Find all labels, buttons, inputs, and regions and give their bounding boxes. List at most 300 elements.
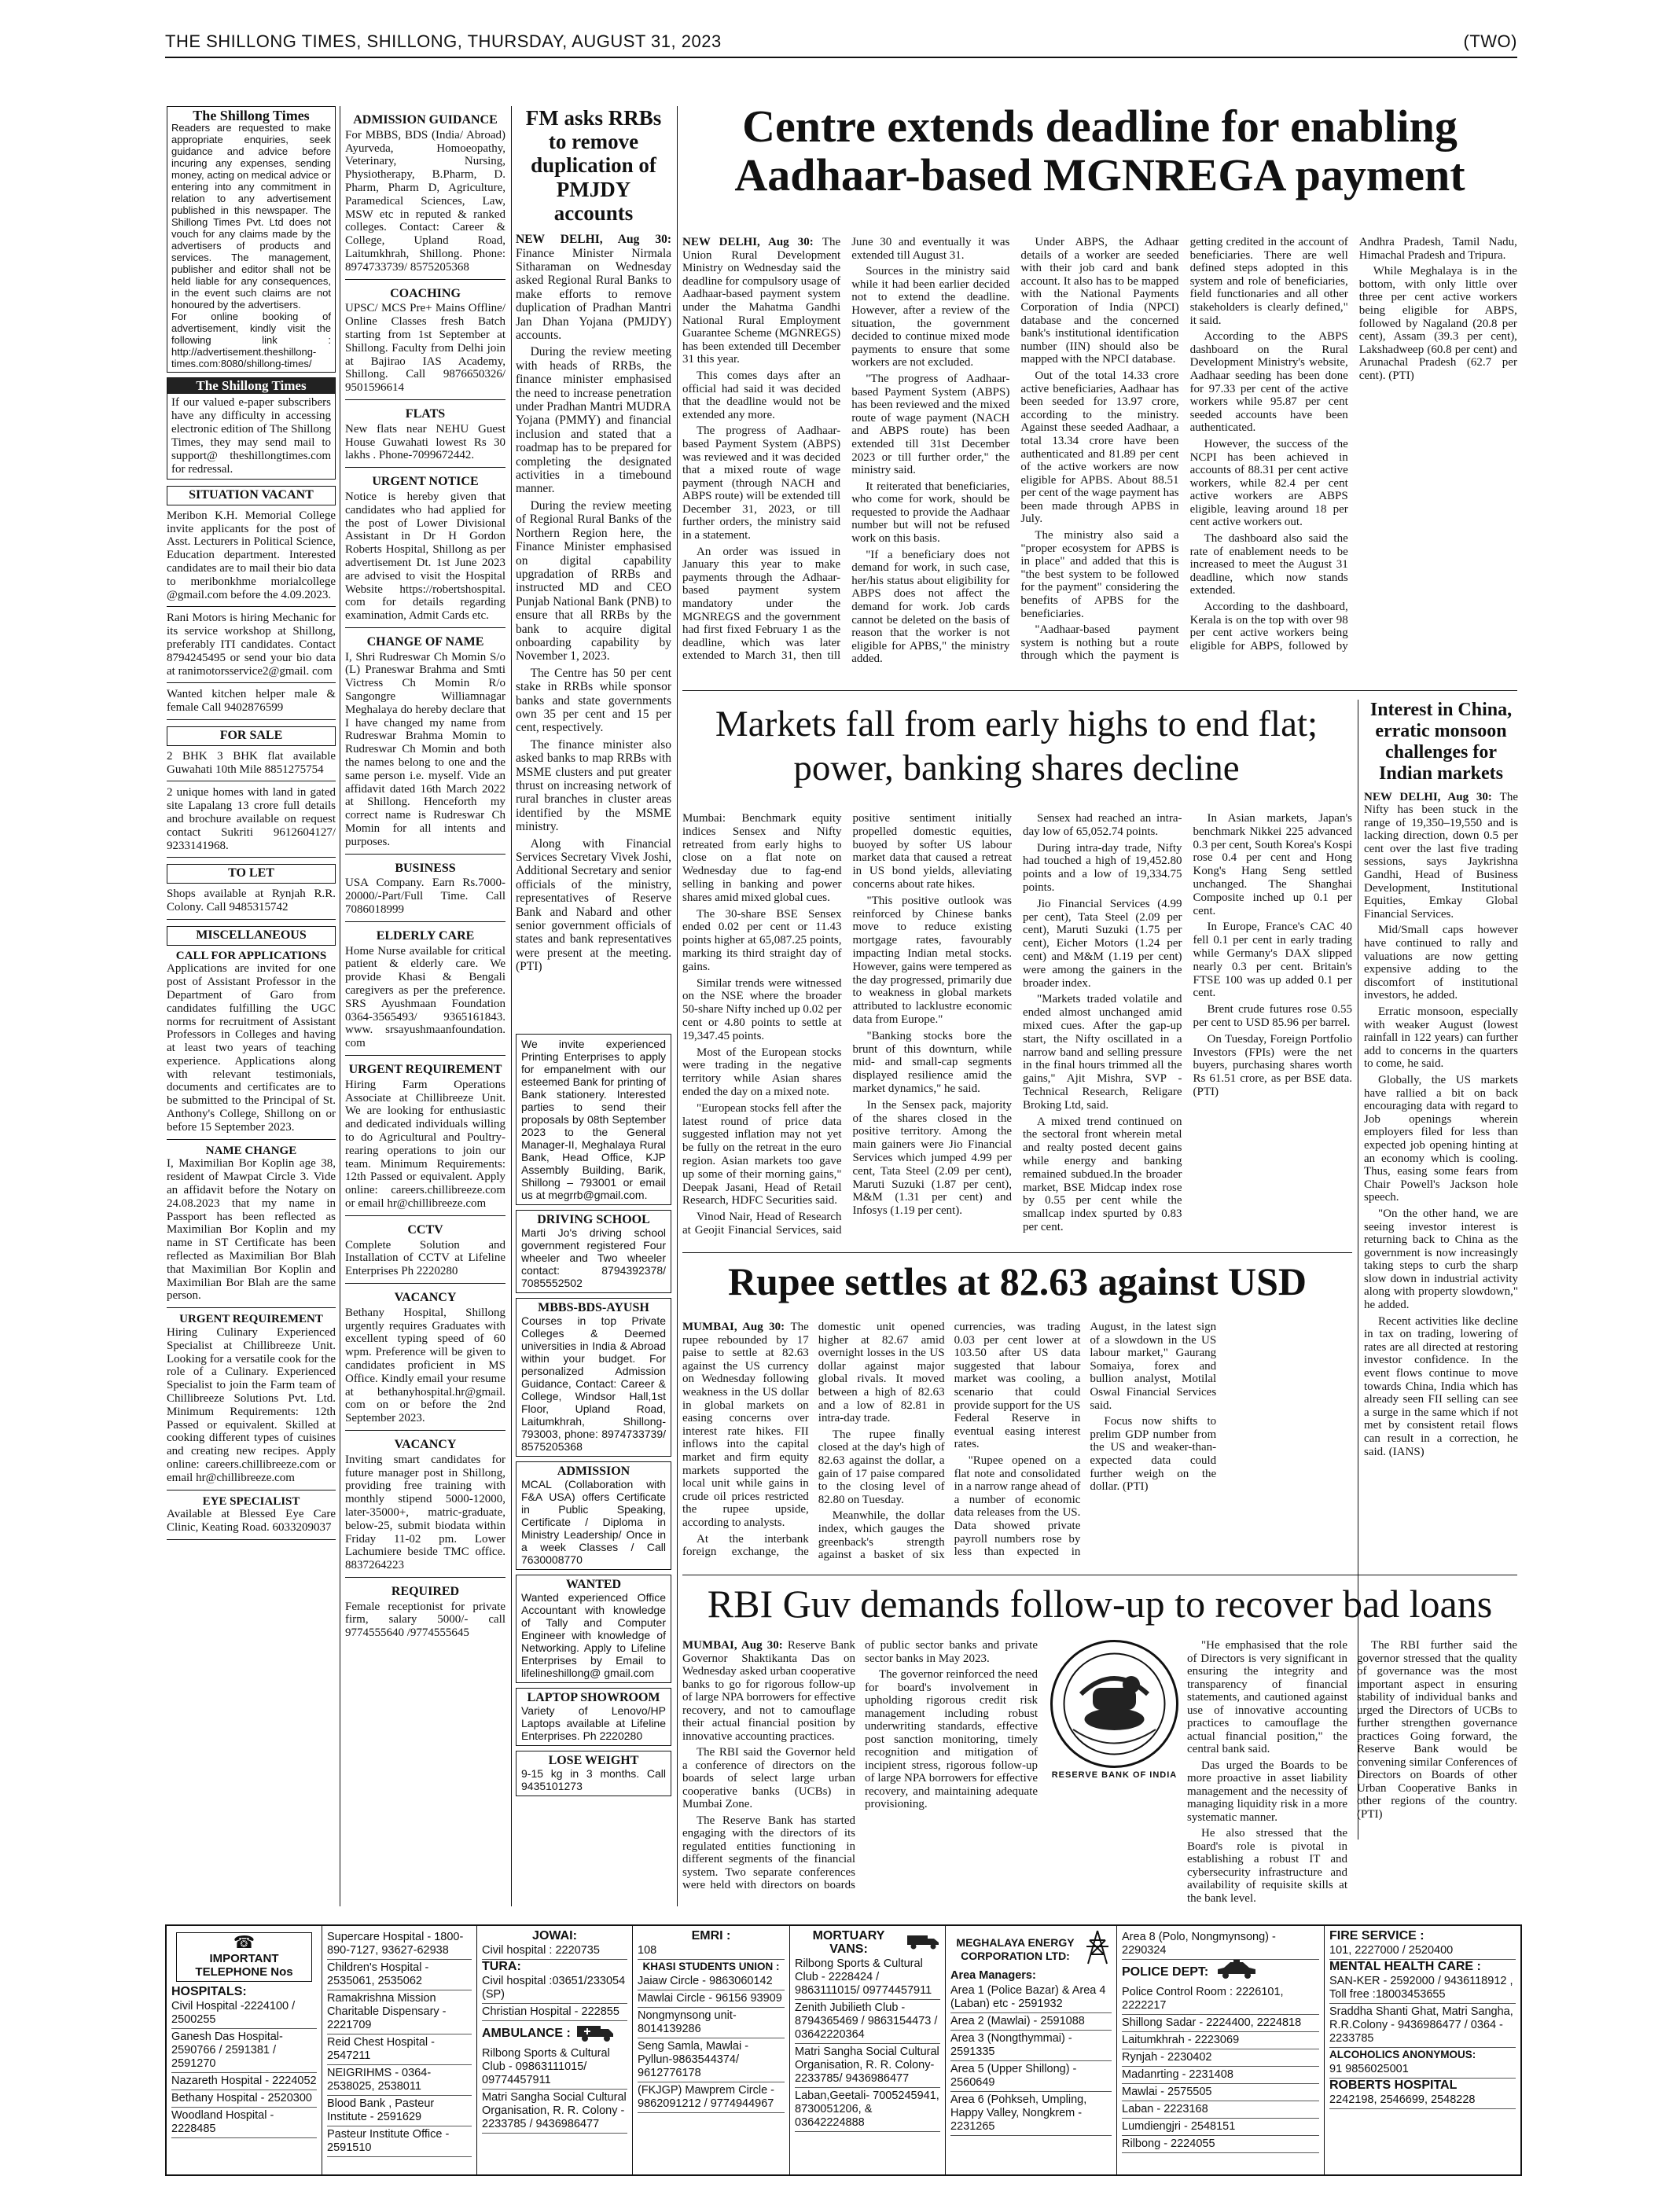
paragraph-text: The 30-share BSE Sensex ended 0.02 per cent or 11.43 points higher at 65,087.25 points, marking its third straight day of gains. <box>682 907 842 973</box>
phone-entry: Area 6 (Pohkseh, Umpling, Happy Valley, Nongkrem - 2231265 <box>950 2092 1112 2136</box>
phone-entry: Madanrting - 2231408 <box>1122 2067 1319 2084</box>
story-paragraph <box>1193 1033 1353 1099</box>
paragraph-text: "He emphasised that the role of Directors is very significant in ensuring the integrity and transparency of financial statements, and cautioned against use of innovative accounting practices to camouflage the actual financial position," the central bank said. <box>1187 1639 1347 1755</box>
classified-section-title: SITUATION VACANT <box>167 486 336 505</box>
classified-ad-text: I, Shri Rudreswar Ch Momin S/o (L) Praneswar Brahma and Smti Victress Ch Momin R/o Sangongre Williamnagar Meghalaya do hereby declare that I have changed my name from Rudreswar Brahma Momin to Rudreswar Ch Momin and both the names belong to one and the same person i.e. myself. Vide an affidavit dated 16th March 2022 at Shillong. Henceforth my correct name is Rudreswar Ch Momin for all intents and purposes. <box>345 650 505 848</box>
story-paragraph <box>865 1668 1038 1811</box>
phone-entry: Jaiaw Circle - 9863060142 <box>638 1973 785 1990</box>
classified-divider <box>345 1430 505 1431</box>
classified-divider <box>167 606 336 607</box>
paragraph-text: Brent crude futures rose 0.55 per cent to USD 85.96 per barrel. <box>1193 1003 1352 1029</box>
classified-ad-text: Complete Solution and Installation of CCTV at Lifeline Enterprises Ph 2220280 <box>345 1238 505 1278</box>
classified-divider <box>345 1215 505 1216</box>
center-ad-heading: LOSE WEIGHT <box>548 1754 639 1767</box>
phone-entry: Ganesh Das Hospital-2590766 / 2591381 / 2591270 <box>171 2029 317 2073</box>
story-paragraph <box>1190 330 1348 435</box>
story-paragraph <box>1193 1003 1353 1030</box>
story-paragraph <box>682 908 842 974</box>
paragraph-text: However, the success of the NCPI has been achieved in accounts of 88.31 per cent active workers, while 82.4 per cent active workers are ABPS eligible, leaving around 18 per cent active workers out. <box>1189 437 1348 529</box>
story-mgnrega-body <box>682 236 1517 674</box>
paragraph-text: The progress of Aadhaar-based Payment System (ABPS) was reviewed and it was decided that a mixed route of wage payment (through NACH and ABPS route) will be extended till December 31, 2023, or till further orders, the ministry said in a statement. <box>682 425 841 542</box>
center-ad-text: Variety of Lenovo/HP Laptops available at Lifeline Enterprises. Ph 2220280 <box>521 1704 666 1742</box>
phone-entry: 101, 2227000 / 2520400 <box>1329 1943 1516 1960</box>
paragraph-text: In Asian markets, Japan's benchmark Nikkei 225 advanced 0.3 per cent, South Korea's Kospi rose 0.4 per cent and Hong Kong's Hang Seng settled unchanged. The Shanghai Composite inched up 0.1 per cent. <box>1193 812 1352 917</box>
center-ad-heading: MBBS-BDS-AYUSH <box>538 1301 649 1314</box>
classified-ad-text: 2 unique homes with land in gated site Lapalang 13 crore full details and brochure available on request contact Sukriti 9612604127/ 9233141968. <box>167 786 336 852</box>
paragraph-text: Along with Financial Services Secretary Vivek Joshi, Additional Secretary and senior officials of the ministry, representatives of Reserve Bank and Nabard and other senior government officials of states and bank representatives were present at the meeting. (PTI) <box>516 836 671 974</box>
paragraph-text: "Aadhaar-based payment system is nothing but a route through which the payment is getting credited in the account of beneficiaries. There are well defined steps adopted in this system and role of beneficiaries, field functionaries and all other stakeholders is clearly defined," it said. <box>1020 236 1348 663</box>
story-pmjdy-body <box>516 233 671 974</box>
story-paragraph <box>1020 369 1178 526</box>
phone-entry: Area 1 (Police Bazar) & Area 4 (Laban) etc - 2591932 <box>950 1983 1112 2013</box>
mortuary-heading: MORTUARY VANS: <box>812 1929 885 1956</box>
classified-divider <box>167 1539 336 1540</box>
story-paragraph <box>853 895 1013 1027</box>
classified-ad-text: Inviting smart candidates for future manager post in Shillong, providing free training with monthly stipend 5000-12000, later-35000+, matric-graduate, below-25, submit biodata within Friday 11-02 pm. Lower Lachumiere beside TMC office. 8837264223 <box>345 1453 505 1572</box>
paragraph-text: "This positive outlook was reinforced by Chinese banks move to reduce existing mortgage rates, favourably impacting Indian metal stocks. However, gains were tempered as the day progressed, primarily due to weakness in global markets attributed to lacklustre economic data from Europe." <box>852 894 1012 1026</box>
classified-ad <box>167 612 336 678</box>
story-paragraph <box>682 1321 809 1530</box>
paragraph-text: Vinod Nair, Head of Research at Geojit Financial Services, said positive sentiment initially propelled domestic equities, buoyed by softer US labour market data that caused a retreat in US bond yields, alleviating concerns about rate hikes. <box>682 812 1012 1237</box>
paragraph-text: "The progress of Aadhaar-based Payment System (ABPS) has been reviewed and the mixed route of wage payment (NACH and ABPS route) has been extended till 31st December 2023 or till further order," the ministry said. <box>851 372 1010 477</box>
center-ads-list <box>516 1034 671 1796</box>
rbi-seal-text: RESERVE BANK OF INDIA <box>1051 1770 1178 1780</box>
story-paragraph <box>851 549 1009 666</box>
phone-entry: Nongmynsong unit- 8014139286 <box>638 2008 785 2038</box>
classified-divider <box>345 854 505 855</box>
epaper-box-title: The Shillong Times <box>167 378 335 394</box>
story-paragraph <box>682 977 842 1043</box>
emri-list <box>638 1943 785 1960</box>
phone-entry: Pasteur Institute Office - 2591510 <box>327 2126 472 2157</box>
story-paragraph <box>1023 1116 1182 1234</box>
story-rupee-body <box>682 1321 1352 1563</box>
phone-entry: Mawlai - 2575505 <box>1122 2084 1319 2101</box>
center-ad <box>516 1034 671 1205</box>
ambulance-icon <box>906 1932 940 1954</box>
classified-ad-heading: EYE SPECIALIST <box>202 1494 300 1508</box>
classified-divider <box>345 279 505 280</box>
mental-heading: MENTAL HEALTH CARE : <box>1329 1960 1481 1973</box>
paragraph-text: Recent activities like decline in tax on trading, lowering of rates are all directed at restoring investor confidence. In the event flows continue to move towards China, India which has already seen FII selling can see a surge in the same which if not met by consistent retail flows can result in a correction, he said. (IANS) <box>1364 1314 1518 1458</box>
notice-box-body: Readers are requested to make appropriate enquiries, seek guidance and advice before incuring any expenses, sending money, acting on medical advice or entering into any commitment in relation to any advertisement published in this newspaper. The Shillong Times Pvt. Ltd does not vouch for any claims made by the advertisers of products and services. The management, publisher and editor shall not be held liable for any consequences, in the event such claims are not honoured by the advertisers. <box>171 122 331 311</box>
classified-ad-text: Hiring Culinary Experienced Specialist at Chillibreeze Unit. Looking for a versatile cook for the role of a Culinary. Experienced Specialist to join the Farm team of Chillibreeze Solutions Pvt. Ltd. Minimum Requirements: 12th Passed or equivalent. Skilled at cooking different types of cuisines and creating new recipes. Apply online: careers.chillibreeze.com or email hr@chillibreeze.com <box>167 1326 336 1484</box>
classified-ad-text: UPSC/ MCS Pre+ Mains Offline/ Online Classes fresh Batch starting from 1st September at Shillong. Faculty from Delhi join at Bajirao IAS Academy, Shillong. Call 9876650326/ 9501596614 <box>345 302 505 395</box>
classified-divider <box>345 1283 505 1284</box>
classified-ad-heading: BUSINESS <box>395 861 456 875</box>
classified-ad-text: Notice is hereby given that candidates who had applied for the post of Lower Divisional Assistant in Dr H Gordon Roberts Hospital, Shillong as per advertisement Dt. 1st June 2023 are advised to visit the Hospital Website https://robertshospital. com for details regarding examination, Admit Cards etc. <box>345 490 505 623</box>
page-number: (TWO) <box>1463 31 1517 51</box>
phone-entry: 2242198, 2546699, 2548228 <box>1329 2092 1516 2109</box>
paragraph-text: During the review meeting of Regional Rural Banks of the Northern Region here, the Finance Minister emphasised on digital capability upgradation of RRBs and instructed MD and CEO Punjab National Bank (PNB) to ensure that all RRBs by the bank to acquire digital onboarding capability by November 1, 2023. <box>516 498 671 663</box>
paragraph-text: The Nifty has been stuck in the range of 19,350–19,550 and is lacking direction, down 0.5 per cent over the last five trading sessions, says Jaykrishna Gandhi, Head of Business Development, Institutional Equities, Emkay Global Financial Services. <box>1364 790 1518 921</box>
story-paragraph <box>1023 898 1182 991</box>
police-header <box>1122 1960 1319 1984</box>
phone-entry: Civil Hospital -2224100 / 2500255 <box>171 1998 317 2029</box>
phone-col-1 <box>167 1926 322 2174</box>
classified-ad-text: 2 BHK 3 BHK flat available Guwahati 10th Mile 8851275754 <box>167 749 336 776</box>
story-paragraph <box>1187 1639 1347 1756</box>
story-paragraph <box>818 1428 945 1507</box>
paragraph-text: Das urged the Boards to be more proactive in asset liability management and the necessity of managing liquidity risk in a more systematic manner. <box>1187 1759 1347 1824</box>
phone-title: IMPORTANT TELEPHONE Nos <box>195 1952 293 1979</box>
tura-list <box>482 1973 627 2021</box>
classified-ad-heading: ADMISSION GUIDANCE <box>353 113 498 127</box>
notice-box <box>167 106 336 373</box>
story-paragraph <box>516 345 671 495</box>
paragraph-text: "If a beneficiary does not demand for work, in such case, her/his status about eligibility for ABPS does not affect the demand for work. Job cards cannot be deleted on the basis of reason that the worker is not eligible for APBS," the ministry added. <box>851 548 1010 666</box>
classified-ad-text: For MBBS, BDS (India/ Abroad) Ayurveda, Homoeopathy, Veterinary, Nursing, Physiotherapy, B.Pharm, D. Pharm, Pharm D, Agriculture, Paramedical Sciences, Law, MSW etc in reputed & ranked colleges. Contact: Career & College, Upland Road, Laitumkhrah, Shillong. Phone: 8974733739/ 8575205368 <box>345 128 505 274</box>
center-ad-text: MCAL (Collaboration with F&A USA) offers Certificate in Public Speaking, Certificate / Diploma in Ministry Leadership/ Once in a week Classes / Call 7630008770 <box>521 1478 666 1566</box>
section-rule <box>682 690 1517 691</box>
meecl-list <box>950 1983 1112 2136</box>
dateline: MUMBAI, Aug 30: <box>682 1321 791 1333</box>
phone-entry: Police Control Room : 2226101, 2222217 <box>1122 1984 1319 2015</box>
paragraph-text: The ministry also said a "proper ecosystem for APBS is in place" and added that this is "the best system to be followed for the payment" considering the benefits of APBS for the beneficiaries. <box>1020 529 1179 620</box>
story-china-body <box>1364 791 1518 1459</box>
phone-icon: ☎ <box>233 1932 255 1952</box>
phone-entry: SAN-KER - 2592000 / 9436118912 , Toll free :18003453655 <box>1329 1973 1516 2004</box>
classified-ad <box>167 750 336 777</box>
mortuary-list <box>795 1956 940 2132</box>
classified-ad-heading: VACANCY <box>394 1437 457 1451</box>
story-paragraph <box>1193 812 1353 917</box>
classified-ad <box>167 1313 336 1484</box>
meecl-heading: MEGHALAYA ENERGY CORPORATION LTD: <box>956 1935 1075 1962</box>
classified-divider <box>345 467 505 468</box>
phone-entry: 108 <box>638 1943 785 1960</box>
meecl-subheading: Area Managers: <box>950 1969 1036 1982</box>
story-paragraph <box>516 499 671 663</box>
classified-ad-text: New flats near NEHU Guest House Guwahati lowest Rs 30 lakhs . Phone-7099672442. <box>345 422 505 462</box>
classified-ad <box>167 888 336 914</box>
phone-entry: Rynjah - 2230402 <box>1122 2049 1319 2067</box>
center-ad-heading: LAPTOP SHOWROOM <box>527 1691 660 1704</box>
center-ad <box>516 1688 671 1746</box>
story-paragraph <box>1364 791 1518 921</box>
center-ad-heading: DRIVING SCHOOL <box>537 1213 650 1226</box>
story-paragraph <box>1020 236 1178 366</box>
classified-ad-heading: URGENT REQUIREMENT <box>179 1313 323 1326</box>
phone-entry: Mawlai Circle - 96156 93909 <box>638 1990 785 2008</box>
classified-divider <box>167 919 336 920</box>
phone-entry: Seng Samla, Mawlai - Pyllun-9863544374/ 9612776178 <box>638 2038 785 2082</box>
classified-divider <box>167 857 336 858</box>
paragraph-text: Erratic monsoon, especially with weaker August (lowest rainfall in 122 years) can further add to concerns in the quarters to come, he said. <box>1364 1005 1518 1071</box>
classified-ad <box>167 950 336 1134</box>
story-mgnrega-headline: Centre extends deadline for enabling Aadhaar-based MGNREGA payment <box>734 101 1465 200</box>
paragraph-text: On Tuesday, Foreign Portfolio Investors (FPIs) were the net buyers, purchasing shares worth Rs 61.51 crore, as per BSE data. (PTI) <box>1193 1032 1352 1098</box>
phone-entry: 91 9856025001 <box>1329 2061 1516 2079</box>
story-paragraph <box>682 369 840 421</box>
hospitals-list-2 <box>327 1929 472 2157</box>
tura-heading: TURA: <box>482 1960 521 1973</box>
paragraph-text: The rupee rebounded by 17 paise to settle at 82.63 against the US currency on Wednesday following weakness in the US dollar in global markets on easing concerns over interest rate hikes. FII inflows into the capital market and firm equity markets supported the local unit while gains in crude oil prices restricted the rupee upside, according to analysts. <box>682 1321 809 1529</box>
story-paragraph <box>1364 1207 1518 1312</box>
rbi-seal-icon <box>1050 1639 1179 1769</box>
phone-entry: Area 2 (Mawlai) - 2591088 <box>950 2013 1112 2031</box>
paragraph-text: He also stressed that the Board's role is pivotal in establishing a robust IT and cybersecurity infrastructure and availability of requisite skills at the bank level. <box>1187 1827 1347 1905</box>
mid-classifieds-list <box>345 114 505 1640</box>
paragraph-text: Globally, the US markets have rallied a bit on back encouraging data with regard to Job openings wherein employers filed for less than expected job opening hinting at an economy which is cooling. Thus, easing some fears from Chair Powell's Jackson hole speech. <box>1364 1073 1518 1204</box>
phone-col-2 <box>322 1926 477 2174</box>
story-paragraph <box>1187 1827 1347 1905</box>
story-paragraph <box>851 480 1009 546</box>
dateline: NEW DELHI, Aug 30: <box>516 233 671 247</box>
classified-ad-text: Home Nurse available for critical patient & elderly care. We provide Khasi & Bengali caregivers as per the preference. SRS Ayushmaan Foundation 0364-3565493/ 9365161843. www. srsayushmaanfoundation. com <box>345 944 505 1050</box>
notice-box-link[interactable]: For online booking of advertisement, kindly visit the following link : http://advertisement.theshillong-times.com:8080/shillong-times/ <box>171 311 331 369</box>
story-paragraph <box>1090 1415 1216 1494</box>
paragraph-text: The governor reinforced the need for board's involvement in upholding rigorous credit risk management including robust underwriting standards, effective post sanction monitoring, timely recognition and mitigation of incipient stress, rigorous follow-up of large NPA borrowers for effective recovery, and maintaining adequate provisioning. <box>865 1668 1038 1810</box>
story-paragraph <box>682 812 842 905</box>
khasi-heading: KHASI STUDENTS UNION : <box>642 1961 780 1972</box>
center-ad-text: Courses in top Private Colleges & Deemed universities in India & Abroad within your budget. For personalized Admission Guidance, Contact: Career & College, Windsor Hall,1st Floor, Upland Road, Laitumkhrah, Shillong- 793003, phone: 8974733739/ 8575205368 <box>521 1314 666 1453</box>
classified-ad <box>167 1145 336 1303</box>
center-ad <box>516 1575 671 1683</box>
fire-list <box>1329 1943 1516 1960</box>
story-paragraph <box>1023 812 1182 839</box>
story-china <box>1364 700 1518 1461</box>
phone-entry: NEIGRIHMS - 0364-2538025, 2538011 <box>327 2065 472 2096</box>
hospitals-heading: HOSPITALS: <box>171 1985 247 1998</box>
paragraph-text: In Europe, France's CAC 40 fell 0.1 per cent in early trading while Germany's DAX slipped nearly 0.3 per cent. Britain's FTSE 100 was up added 0.1 per cent. <box>1193 921 1352 1000</box>
hospitals-list <box>171 1998 317 2138</box>
paragraph-text: Jio Financial Services (4.99 per cent), Tata Steel (2.09 per cent), Maruti Suzuki (1.75 per cent), Eicher Motors (1.24 per cent) and M&M (1.19 per cent) were among the gainers in the broader index. <box>1023 897 1182 990</box>
story-paragraph <box>1193 921 1353 1000</box>
paragraph-text: Finance Minister Nirmala Sitharaman on Wednesday asked Regional Rural Banks to make efforts to remove duplication of Pradhan Mantri Jan Dhan Yojana (PMJDY) accounts. <box>516 246 671 343</box>
paragraph-text: "European stocks fell after the latest round of price data suggested inflation may not yet be fully on the retreat in the euro region. Asian markets too gave up some of their morning gains," Deepak Jasani, Head of Retail Research, HDFC Securities said. <box>682 1101 842 1207</box>
classified-ad-heading: URGENT REQUIREMENT <box>348 1063 502 1076</box>
paragraph-text: Focus now shifts to prelim GDP number from the US and weaker-than-expected data could further weigh on the dollar. (PTI) <box>1090 1415 1217 1494</box>
story-paragraph <box>1357 1639 1517 1821</box>
classified-divider <box>167 1307 336 1308</box>
fire-heading: FIRE SERVICE : <box>1329 1929 1425 1943</box>
center-ad-heading: WANTED <box>565 1578 622 1591</box>
paragraph-text: The rupee finally closed at the day's high of 82.63 against the dollar, a gain of 17 paise compared to the closing level of 82.80 on Tuesday. <box>818 1428 945 1506</box>
story-paragraph <box>1359 265 1517 382</box>
power-pylon-icon <box>1083 1929 1112 1969</box>
paragraph-text: At the interbank foreign exchange, the domestic unit opened higher at 82.67 amid overnight losses in the US dollar against major global rivals. It moved between a high of 82.63 and a low of 82.81 in intra-day trade. <box>682 1321 945 1559</box>
story-pmjdy <box>516 106 671 977</box>
phone-entry: Zenith Jubilieth Club - 8794365469 / 9863154473 / 03642220364 <box>795 2000 940 2044</box>
col-divider <box>677 106 678 1906</box>
story-paragraph <box>1364 1005 1518 1071</box>
phone-col-4 <box>633 1926 790 2174</box>
classified-ad <box>167 688 336 715</box>
paragraph-text: Meanwhile, the dollar index, which gauges the greenback's strength against a basket of six currencies, was trading 0.03 per cent lower at 103.50 after US data suggested that labour market was cooling, a scenario that could provide support for the US Federal Reserve in eventual easing interest rates. <box>818 1321 1081 1562</box>
paragraph-text: The dashboard also said the rate of enablement needs to be increased to meet the August 31 deadline, which now stands extended. <box>1189 532 1348 597</box>
paragraph-text: During the review meeting with heads of RRBs, the finance minister emphasised the need to increase penetration under Pradhan Mantri MUDRA Yojana (PMMY) and financial inclusion and stated that a roadmap has to be prepared for completing the designated activities in a timebound manner. <box>516 345 671 496</box>
classified-ad-text: Bethany Hospital, Shillong urgently requires Graduates with excellent typing speed of 60 wpm. Preference will be given to candidates proficient in MS Office. Kindly email your resume at bethanyhospital.hr@gmail. com on or before the 2nd September 2023. <box>345 1306 505 1425</box>
paragraph-text: Most of the European stocks were trading in the negative territory while Asian shares ended the day on a mixed note. <box>682 1046 842 1098</box>
classified-ad-text: Female receptionist for private firm, salary 5000/- call 9774555640 /9774555645 <box>345 1600 505 1640</box>
story-rbi-col2 <box>1187 1639 1517 1910</box>
story-china-headline: Interest in China, erratic monsoon challenges for Indian markets <box>1369 700 1513 784</box>
phone-entry: Area 5 (Upper Shillong) - 2560649 <box>950 2061 1112 2092</box>
classified-ad-heading: NAME CHANGE <box>205 1144 297 1157</box>
phone-entry: Rilbong Sports & Cultural Club - 2228424 / 9863111015/ 09774457911 <box>795 1956 940 2000</box>
paragraph-text: According to the dashboard, Kerala is on the top with over 98 per cent active workers being eligible for ABPS, followed by Andhra Pradesh, Tamil Nadu, Himachal Pradesh and Tripura. <box>1189 236 1517 652</box>
phone-directory <box>165 1924 1522 2176</box>
paragraph-text: "Banking stocks bore the brunt of this downturn, while mid- and small-cap segments displayed resilience amid the market dynamics," he said. <box>852 1029 1012 1095</box>
story-paragraph <box>851 373 1009 477</box>
phone-entry: Laitumkhrah - 2223069 <box>1122 2032 1319 2049</box>
paragraph-text: In the Sensex pack, majority of the shares closed in the positive territory. Among the main gainers were Jio Financial Services which jumped 4.99 per cent, Tata Steel (2.09 per cent), Maruti Suzuki (1.87 per cent), M&M (1.31 per cent) and Infosys (1.19 per cent). <box>852 1098 1012 1218</box>
classified-divider <box>345 399 505 400</box>
ambulance-header <box>482 2021 627 2045</box>
phone-entry: Nazareth Hospital - 2224052 <box>171 2073 317 2090</box>
header-rule <box>165 57 1517 58</box>
classified-ad-text: Hiring Farm Operations Associate at Chillibreeze Unit. We are looking for enthusiastic and dedicated individuals willing to do Agricultural and Poultry-rearing operations to join our team. Minimum Requirements: 12th Passed or equivalent. Apply online: careers.chillibreeze.com or email hr@chillibreeze.com <box>345 1078 505 1210</box>
page-header-left: THE SHILLONG TIMES, SHILLONG, THURSDAY, AUGUST 31, 2023 <box>165 31 722 51</box>
paragraph-text: Under ABPS, the Adhaar details of a worker are seeded with their job card and bank account. It also has to be mapped with the National Payments Corporation of India (NPCI) database and the concerned bank's institutional identification number (IIN) should also be mapped with the NPCI database. <box>1020 236 1179 366</box>
paragraph-text: While Meghalaya is in the bottom, with only little over three per cent active workers being eligible for ABPS, followed by Nagaland (20.8 per cent), Assam (39.3 per cent), Lakshadweep (60.8 per cent) and Arunachal Pradesh (62.7 per cent). (PTI) <box>1358 265 1517 382</box>
classified-ad-heading: URGENT NOTICE <box>372 475 479 489</box>
story-rupee-headline: Rupee settles at 82.63 against USD <box>727 1259 1307 1303</box>
paragraph-text: "On the other hand, we are seeing investor interest is returning back to China as the government is now increasingly taking steps to curb the sharp slow down in industrial activity along with property slowdown," he added. <box>1364 1207 1518 1312</box>
phone-entry: Laban,Geetali- 7005245941, 8730051206, & 03642224888 <box>795 2088 940 2132</box>
story-paragraph <box>682 1046 842 1099</box>
classified-ad-text: Rani Motors is hiring Mechanic for its service workshop at Shillong, preferably ITI candidates. Contact 8794245495 or send your bio data at ranimotorsservice2@gmail. com <box>167 612 336 678</box>
story-paragraph <box>1023 842 1182 895</box>
story-paragraph <box>516 233 671 342</box>
jowai-list <box>482 1943 627 1960</box>
phone-entry: Matri Sangha Social Cultural Organisation, R. R. Colony - 2233785 / 9436986477 <box>482 2090 627 2134</box>
police-heading: POLICE DEPT: <box>1122 1965 1209 1979</box>
paragraph-text: The finance minister also asked banks to map RRBs with MSME clusters and put greater thrust on increasing network of rural branches in cluster areas identified by the MSME ministry. <box>516 737 671 834</box>
aa-list <box>1329 2061 1516 2079</box>
paragraph-text: The RBI further said the governor stressed that the quality of governance was the most important aspect in ensuring stability of individual banks and urged the Directors of UCBs to further strengthen governance practices Going forward, the Reserve Bank would be convening similar Conferences of Directors on Boards of other Urban Cooperative Banks in other regions of the country. (PTI) <box>1357 1639 1517 1821</box>
paragraph-text: Out of the total 14.33 crore active beneficiaries, Aadhaar has been seeded for 13.97 crore, according to the ministry. Against these seeded Aadhaar, a total 13.34 crore have been authenticated and 81.89 per cent of the active workers are now eligible for APBS. About 88.51 per cent of the wage payment has been made through APBS in July. <box>1020 369 1179 526</box>
center-ad-text: We invite experienced Printing Enterprises to apply for empanelment with our esteemed Bank for printing of Bank stationery. Interested parties to send their proposals by 08th September 2023 to the General Manager-II, Meghalaya Rural Bank, Head Office, KJP Assembly Building, Barik, Shillong – 793001 or email us at megrrb@gmail.com. <box>521 1038 666 1201</box>
classified-ad-heading: CHANGE OF NAME <box>366 634 484 649</box>
khasi-list <box>638 1973 785 2113</box>
story-paragraph <box>1364 924 1518 1002</box>
story-paragraph <box>1190 438 1348 529</box>
ambulance-heading: AMBULANCE : <box>482 2027 571 2040</box>
classified-ad-heading: REQUIRED <box>391 1584 460 1598</box>
ambulance-list <box>482 2045 627 2134</box>
center-ad <box>516 1210 671 1293</box>
classified-section-title: TO LET <box>167 864 336 884</box>
police-top-item: Area 8 (Polo, Nongmynsong) - 2290324 <box>1122 1929 1319 1960</box>
paragraph-text: During intra-day trade, Nifty had touched a high of 19,452.80 points and a low of 19,334.75 points. <box>1023 841 1182 894</box>
paragraph-text: Reserve Bank Governor Shaktikanta Das on Wednesday asked urban cooperative banks to go for rigorous follow-up of large NPA borrowers for effective recovery, and not to camouflage their actual financial position by innovative accounting practices. <box>682 1639 855 1743</box>
story-paragraph <box>1023 993 1182 1112</box>
paragraph-text: Sensex had reached an intra-day low of 65,052.74 points. <box>1023 812 1182 838</box>
classifieds-left-column <box>167 106 336 1545</box>
phone-entry: (FKJGP) Mawprem Circle - 9862091212 / 9774944967 <box>638 2082 785 2113</box>
phone-entry: Lumdiengjri - 2548151 <box>1122 2119 1319 2136</box>
center-ad <box>516 1298 671 1457</box>
paragraph-text: Sources in the ministry said while it had been earlier decided not to extend the deadline. However, after a review of the situation, the government decided to continue mixed mode payments to ensure that some workers are not excluded. <box>851 265 1010 369</box>
phone-entry: Shillong Sadar - 2224400, 2224818 <box>1122 2015 1319 2032</box>
mortuary-header <box>795 1929 940 1956</box>
classified-ad-heading: CALL FOR APPLICATIONS <box>175 949 327 962</box>
center-ad-text: 9-15 kg in 3 months. Call 9435101273 <box>521 1767 666 1792</box>
story-paragraph <box>1364 1315 1518 1459</box>
phone-entry: Area 3 (Nongthymmai) - 2591335 <box>950 2031 1112 2061</box>
story-paragraph <box>682 1746 855 1811</box>
paragraph-text: "Rupee opened on a flat note and consolidated in a narrow range ahead of a number of economic data releases from the US. Data showed private payroll numbers rose by less than expected in August, in the latest sign of a slowdown in the US labour market," Gaurang Somaiya, forex and bullion analyst, Motilal Oswal Financial Services said. <box>954 1321 1217 1559</box>
classified-ad-text: Applications are invited for one post of Assistant Professor in the Department of Garo from candidates fulfilling the UGC norms for recruitment of Assistant Professors in Colleges and having at least two years of teaching experience. Applications along with relevant testimonials, documents and certificates are to be submitted to the Principal of St. Anthony's College, Shillong on or before 15 September 2023. <box>167 962 336 1134</box>
dateline: NEW DELHI, Aug 30: <box>1364 790 1500 803</box>
classified-divider <box>167 719 336 720</box>
story-paragraph <box>1187 1759 1347 1825</box>
paragraph-text: It reiterated that beneficiaries, who come for work, should be requested to provide the Aadhaar number but will not be refused work on this basis. <box>851 480 1010 546</box>
phone-col-6 <box>946 1926 1117 2174</box>
story-paragraph <box>853 1099 1013 1218</box>
roberts-heading: ROBERTS HOSPITAL <box>1329 2079 1458 2092</box>
story-markets-body <box>682 812 1352 1241</box>
paragraph-text: The RBI said the Governor held a conference of directors on the boards of select large urban cooperative banks (UCBs) in Mumbai Zone. <box>682 1746 855 1810</box>
classifieds-mid-column <box>345 106 505 1640</box>
classified-divider <box>167 1139 336 1140</box>
epaper-box <box>167 377 336 480</box>
story-pmjdy-headline: FM asks RRBs to remove duplication of PMJDY accounts <box>525 106 662 225</box>
police-list <box>1122 1984 1319 2153</box>
paragraph-text: "Markets traded volatile and ended almost unchanged amid mixed cues. After the gap-up start, the Nifty oscillated in a narrow band and selling pressure in the final hours trimmed all the gains," Ajit Mishra, SVP - Technical Research, Religare Broking Ltd, said. <box>1023 993 1182 1112</box>
classified-ad-text: Shops available at Rynjah R.R. Colony. Call 9485315742 <box>167 888 336 913</box>
story-paragraph <box>682 1639 855 1743</box>
story-paragraph <box>516 738 671 834</box>
phone-entry: Rilbong - 2224055 <box>1122 2136 1319 2153</box>
story-rbi-col1 <box>682 1639 1038 1910</box>
story-paragraph <box>682 1102 842 1207</box>
phone-entry: Bethany Hospital - 2520300 <box>171 2090 317 2108</box>
col-divider <box>511 106 512 1906</box>
story-paragraph <box>853 1030 1013 1096</box>
classified-ad-heading: CCTV <box>407 1222 443 1237</box>
classified-ad-heading: ELDERLY CARE <box>376 928 475 943</box>
paragraph-text: The Centre has 50 per cent stake in RRBs while sponsor banks and state governments own 35 per cent and 15 per cent, respectively. <box>516 666 671 735</box>
phone-entry: Civil hospital :03651/233054 (SP) <box>482 1973 627 2004</box>
phone-entry: Civil hospital : 2220735 <box>482 1943 627 1960</box>
classified-ad-heading: COACHING <box>390 286 461 300</box>
phone-col-3 <box>477 1926 633 2174</box>
center-ads <box>516 1034 671 1801</box>
paragraph-text: The Union Rural Development Ministry on Wednesday said the deadline for compulsory usage of Aadhaar-based payment system under the Mahatma Gandhi National Rural Employment Guarantee Scheme (MGNREGS) has been extended till December 31 this year. <box>682 236 841 366</box>
classified-ad-text: Available at Blessed Eye Care Clinic, Keating Road. 6033209037 <box>167 1508 336 1535</box>
phone-col-8 <box>1325 1926 1520 2174</box>
classified-ad <box>167 786 336 852</box>
story-rbi-headline: RBI Guv demands follow-up to recover bad loans <box>707 1582 1493 1626</box>
classified-ad <box>167 509 336 602</box>
classified-divider <box>345 921 505 922</box>
classified-ad-text: USA Company. Earn Rs.7000-20000/-Part/Full Time. Call 7086018999 <box>345 877 505 917</box>
classified-divider <box>345 1577 505 1578</box>
classified-ad-text: Wanted kitchen helper male & female Call 9402876599 <box>167 688 336 715</box>
police-car-icon <box>1215 1960 1259 1984</box>
story-paragraph <box>1364 1074 1518 1204</box>
phone-entry: Supercare Hospital - 1800-890-7127, 93627-62938 <box>327 1929 472 1960</box>
center-ad-text: Wanted experienced Office Accountant with knowledge of Tally and Computer Engineer with knowledge of Networking. Apply to Lifeline Enterprises by Email to lifelineshillong@ gmail.com <box>521 1591 666 1679</box>
story-paragraph <box>682 236 840 366</box>
paragraph-text: This comes days after an official had said it was decided that the deadline would not be extended any more. <box>682 369 841 421</box>
phone-entry: Laban - 2223168 <box>1122 2101 1319 2119</box>
story-paragraph <box>1190 532 1348 597</box>
epaper-box-body: If our valued e-paper subscribers have any difficulty in accessing electronic edition of The Shillong Times, they may send mail to support@ theshillongtimes.com for redressal. <box>171 396 331 476</box>
phone-col-5 <box>790 1926 946 2174</box>
story-paragraph <box>516 667 671 735</box>
story-paragraph <box>851 265 1009 369</box>
paragraph-text: Mumbai: Benchmark equity indices Sensex and Nifty retreated from early highs to close on a flat note on Wednesday due to fag-end selling in banking and power shares amid mixed global cues. <box>682 812 842 904</box>
classified-divider <box>167 682 336 683</box>
emri-heading: EMRI : <box>691 1929 731 1943</box>
left-classifieds-list <box>167 486 336 1540</box>
phone-entry: Woodland Hospital - 2228485 <box>171 2108 317 2138</box>
phone-entry: Christian Hospital - 222855 <box>482 2004 627 2021</box>
